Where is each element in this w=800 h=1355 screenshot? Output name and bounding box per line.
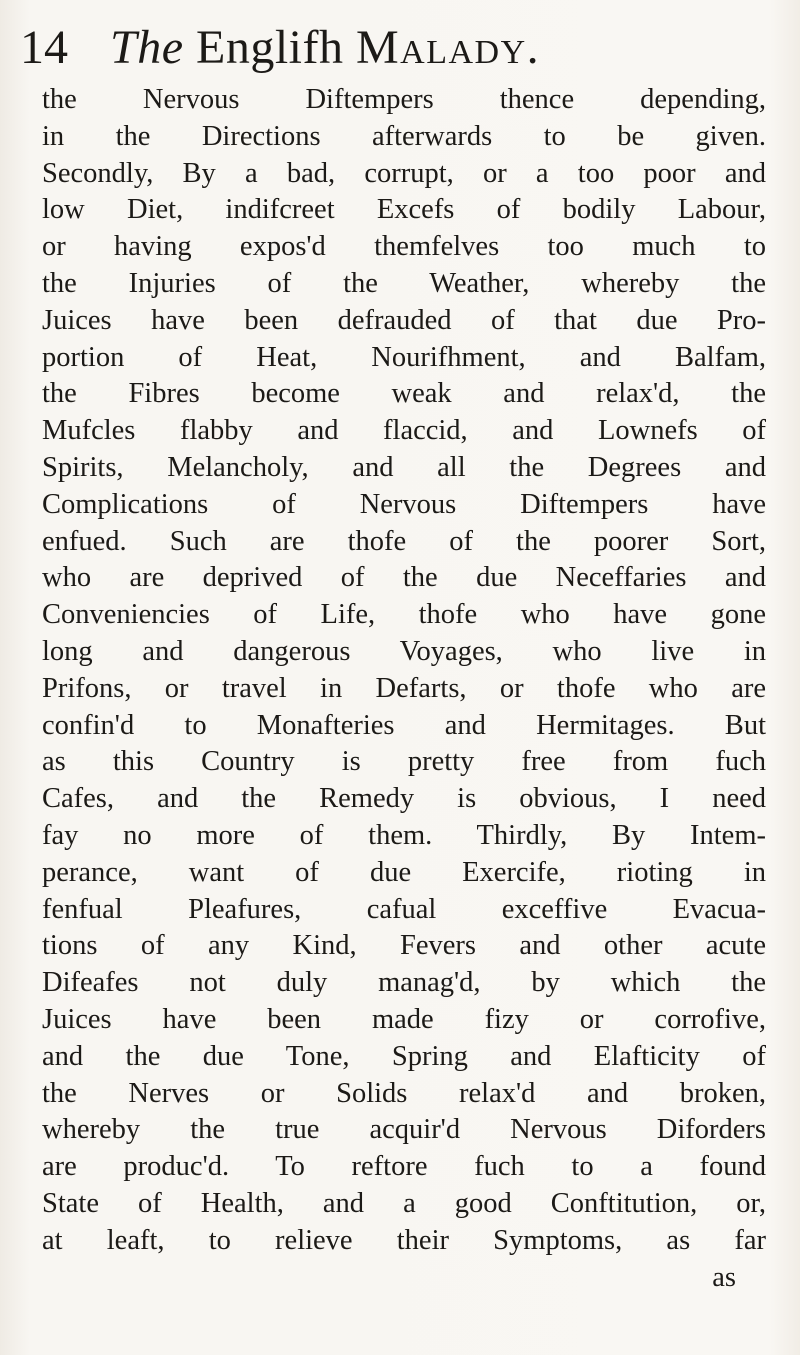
text-line: Cafes, and the Remedy is obvious, I need: [42, 783, 766, 815]
page-number: 14: [20, 21, 68, 74]
text-line: fay no more of them. Thirdly, By Intem-: [42, 819, 766, 851]
text-line: the Injuries of the Weather, whereby the: [42, 267, 766, 299]
text-line: confin'd to Monafteries and Hermitages. But: [42, 709, 766, 741]
text-line: tions of any Kind, Fevers and other acute: [42, 930, 766, 962]
text-line: enfued. Such are thofe of the poorer Sort,: [42, 525, 766, 557]
text-line: low Diet, indifcreet Excefs of bodily Labour,: [42, 194, 766, 226]
body-text: [42, 82, 766, 1296]
text-line: State of Health, and a good Conftitution, or,: [42, 1187, 766, 1219]
text-line: Conveniencies of Life, thofe who have gone: [42, 599, 766, 631]
text-line: whereby the true acquir'd Nervous Diforders: [42, 1114, 766, 1146]
text-line: the Nerves or Solids relax'd and broken,: [42, 1077, 766, 1109]
running-title-word: Englifh: [196, 21, 344, 74]
text-line: Complications of Nervous Diftempers have: [42, 488, 766, 520]
running-title: [110, 22, 540, 74]
running-title-smallcaps: Malady.: [355, 21, 541, 74]
catchword: as: [712, 1261, 736, 1293]
text-line: as this Country is pretty free from fuch: [42, 746, 766, 778]
running-header: [20, 18, 780, 78]
text-line: Spirits, Melancholy, and all the Degrees and: [42, 451, 766, 483]
text-line: who are deprived of the due Neceffaries and: [42, 562, 766, 594]
text-line: Juices have been made fizy or corrofive,: [42, 1003, 766, 1035]
text-line: Secondly, By a bad, corrupt, or a too poor and: [42, 157, 766, 189]
text-line: long and dangerous Voyages, who live in: [42, 635, 766, 667]
text-line: Difeafes not duly manag'd, by which the: [42, 967, 766, 999]
text-line: fenfual Pleafures, cafual exceffive Evacua-: [42, 893, 766, 925]
running-title-the: The: [110, 21, 184, 74]
text-line: at leaft, to relieve their Symptoms, as far: [42, 1224, 766, 1256]
text-line: the Nervous Diftempers thence depending,: [42, 84, 766, 115]
text-line: in the Directions afterwards to be given.: [42, 120, 766, 152]
text-line: Prifons, or travel in Defarts, or thofe who are: [42, 672, 766, 704]
text-line: and the due Tone, Spring and Elafticity of: [42, 1040, 766, 1072]
text-line: perance, want of due Exercife, rioting in: [42, 856, 766, 888]
text-line: portion of Heat, Nourifhment, and Balfam,: [42, 341, 766, 373]
text-line: the Fibres become weak and relax'd, the: [42, 378, 766, 410]
text-line: or having expos'd themfelves too much to: [42, 231, 766, 263]
text-line: Mufcles flabby and flaccid, and Lownefs of: [42, 415, 766, 447]
text-line: Juices have been defrauded of that due Pro-: [42, 304, 766, 336]
text-line: are produc'd. To reftore fuch to a found: [42, 1151, 766, 1183]
